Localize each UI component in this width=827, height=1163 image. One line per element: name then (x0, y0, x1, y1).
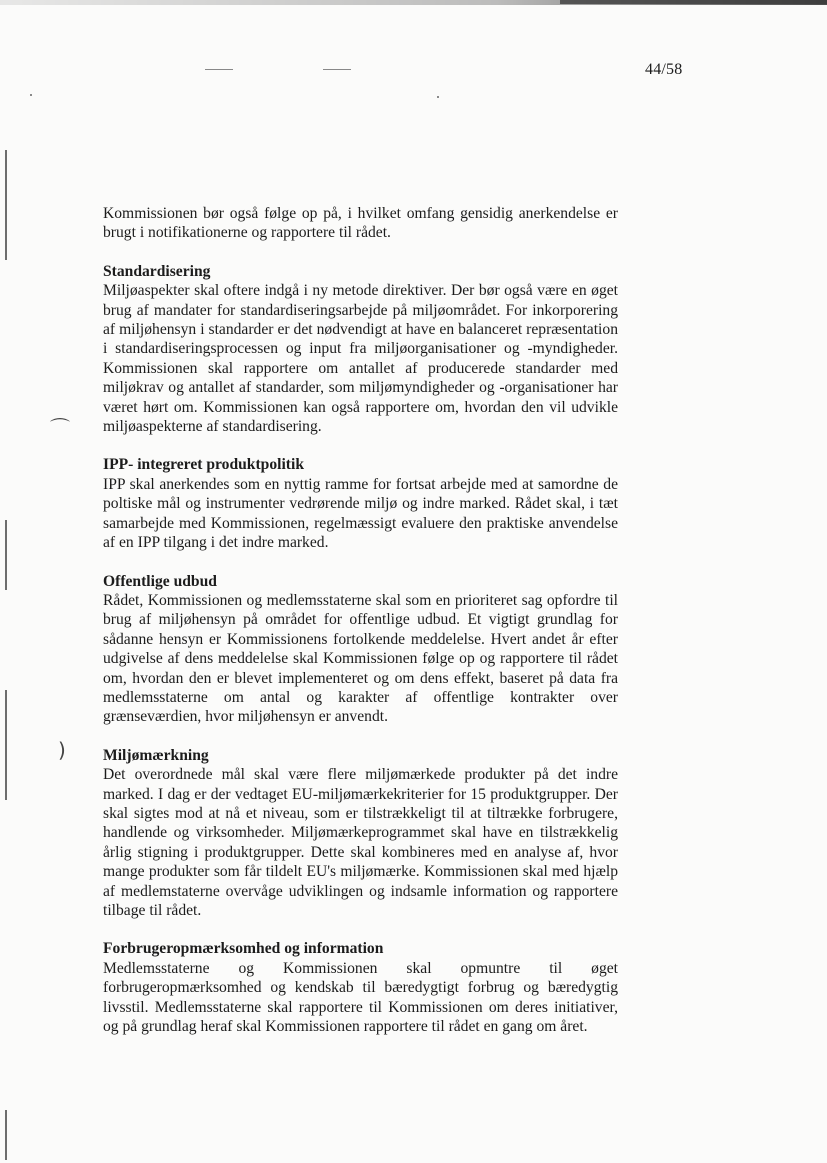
scan-speck (437, 96, 439, 98)
section-heading: Standardisering (103, 262, 211, 280)
section-standardisering (103, 262, 618, 437)
page-number: 44/58 (645, 61, 683, 78)
punch-hole-mark-icon: ) (58, 738, 66, 762)
section-heading: Offentlige udbud (103, 572, 217, 590)
scan-left-edge-mark (5, 690, 7, 800)
section-heading: IPP- integreret produktpolitik (103, 456, 304, 474)
punch-hole-mark-icon: ⌒ (50, 416, 70, 440)
scan-left-edge-mark (5, 520, 7, 590)
scan-left-edge-mark (5, 1110, 7, 1160)
section-body: Medlemsstaterne og Kommissionen skal opmuntre til øget forbrugeropmærksomhed og kendskab til bæredygtigt forbrug og bæredygtig livsstil. Medlemsstaterne skal rapportere til Kommissionen om deres initiativer, og på grundlag heraf skal Kommissionen rapportere til rådet en gang om året. (103, 959, 618, 1036)
section-heading: Miljømærkning (103, 746, 209, 764)
section-body: Det overordnede mål skal være flere miljømærkede produkter på det indre marked. I dag er der vedtaget EU-miljømærkekriterier for 15 produktgrupper. Der skal sigtes mod at nå et niveau, som er tilstrækkeligt til at tiltrække forbrugere, handlende og virksomheder. Miljømærkeprogrammet skal have en tilstrækkelig årlig stigning i produktgrupper. Dette skal kombineres med en analyse af, hvor mange produkter som får tildelt EU's miljømærke. Kommissionen skal med hjælp af medlemstaterne overvåge udviklingen og indsamle information og rapportere tilbage til rådet. (103, 766, 618, 919)
scan-left-edge-mark (5, 150, 7, 260)
section-ipp (103, 455, 618, 552)
section-body: IPP skal anerkendes som en nyttig ramme for fortsat arbejde med at samordne de poltiske mål og instrumenter vedrørende miljø og indre marked. Rådet skal, i tæt samarbejde med Kommissionen, regelmæssigt evaluere den praktiske anvendelse af en IPP tilgang i det indre marked. (103, 475, 618, 552)
section-body: Miljøaspekter skal oftere indgå i ny metode direktiver. Der bør også være en øget brug af mandater for standardiseringsarbejde på miljøområdet. For inkorporering af miljøhensyn i standarder er det nødvendigt at have en balanceret repræsentation i standardiseringsprocessen og input fra miljøorganisationer og -myndigheder. Kommissionen skal rapportere om antallet af producerede standarder med miljøkrav og antallet af standarder, som miljømyndigheder og -organisationer har været hørt om. Kommissionen kan også rapportere om, hvordan den vil udvikle miljøaspekterne af standardisering. (103, 282, 618, 436)
scan-top-shadow (560, 0, 827, 4)
section-miljoemaerkning (103, 746, 618, 921)
scan-dash-mark (205, 69, 233, 70)
intro-paragraph: Kommissionen bør også følge op på, i hvilket omfang gensidig anerkendelse er brugt i notifikationerne og rapportere til rådet. (103, 205, 618, 242)
section-heading: Forbrugeropmærksomhed og information (103, 940, 384, 958)
scan-speck (30, 94, 32, 96)
scan-dash-mark (323, 69, 351, 70)
section-body: Rådet, Kommissionen og medlemsstaterne skal som en prioriteret sag opfordre til brug af miljøhensyn på området for offentlige udbud. Et vigtigt grundlag for sådanne hensyn er Kommissionens fortolkende meddelelse. Hvert andet år efter udgivelse af dens meddelelse skal Kommissionen følge op og rapportere til rådet om, hvordan den er blevet implementeret og om dens effekt, baseret på data fra medlemsstaterne om antal og karakter af offentlige kontrakter over grænseværdien, hvor miljøhensyn er anvendt. (103, 591, 618, 726)
section-forbrugeropmaerksomhed (103, 939, 618, 1036)
document-body (103, 204, 618, 1055)
section-offentlige-udbud (103, 572, 618, 727)
